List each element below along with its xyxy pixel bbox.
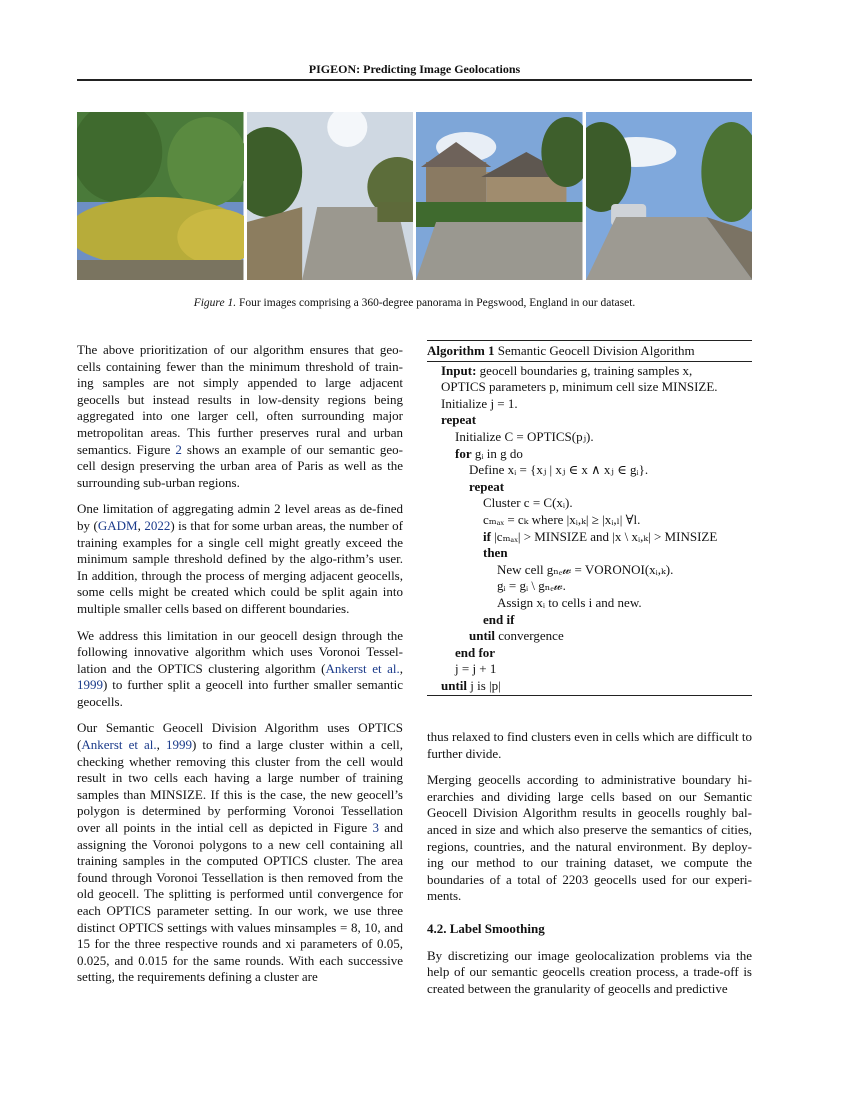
citation-gadm-link[interactable]: GADM [97,517,138,533]
algorithm-keyword: then [483,545,508,561]
algorithm-keyword: repeat [441,412,477,428]
algorithm-text: geocell boundaries g, training samples x, [476,362,693,378]
algorithm-line [427,363,752,380]
algorithm-keyword: end for [455,644,496,660]
caption-label: Figure 1. [193,297,237,309]
figure-panorama [77,112,752,280]
section-heading: 4.2. Label Smoothing [427,920,545,936]
algorithm-keyword: if [483,528,491,544]
algorithm-keyword: for [455,445,472,461]
algorithm-text: OPTICS parameters p, minimum cell size MINSIZE. [441,379,718,395]
algorithm-keyword: until [469,628,496,644]
algorithm-text: Cluster c = C(xᵢ). [483,495,573,511]
algorithm-keyword: Input: [441,362,477,378]
algorithm-keyword: repeat [469,478,505,494]
panorama-image-1 [77,112,244,280]
text: ) to further split a geocell into further smaller semantic geocells. [77,677,403,709]
algorithm-line [427,512,752,529]
algorithm-line [427,612,752,629]
algorithm-title [427,341,752,362]
text: The above prioritization of our algorithm ensures that geo-cells containing fewer than the minimum threshold of train-ing samples are not simply appended to large adjacent geocells but instead results in low-density regions being aggregated into one larger cell, often surrounding major metropolitan areas. This further preserves rural and urban semantics. Figure [77,342,403,457]
algorithm-text: |cₘₐₓ| > MINSIZE and |x \ xᵢ,ₖ| > MINSIZE [490,528,718,544]
text: We address this limitation in our geocell design through the following innovative algorithm which uses Voronoi Tessel-lation and the OPTICS clustering algorithm ( [77,627,403,676]
algorithm-line [427,412,752,429]
citation-ankerst-link[interactable]: Ankerst et al. [81,737,157,753]
algorithm-text: gᵢ in g do [471,445,523,461]
algorithm-keyword: end if [483,611,515,627]
algorithm-text: Assign xᵢ to cells i and new. [497,594,642,610]
algorithm-text: convergence [495,628,564,644]
algorithm-text: Define xᵢ = {xⱼ | xⱼ ∈ x ∧ xⱼ ∈ gᵢ}. [469,462,649,478]
paragraph-1 [77,342,403,491]
algorithm-line [427,429,752,446]
algorithm-text: j is |p| [467,677,501,693]
algorithm-line [427,628,752,645]
algorithm-bottom-rule [427,695,752,696]
figure-3-link[interactable]: 3 [372,820,380,836]
algorithm-line [427,645,752,662]
citation-ankerst-link[interactable]: Ankerst et al. [325,660,400,676]
paragraph-5: thus relaxed to find clusters even in cells which are difficult to further divide. [427,729,752,761]
algorithm-box [427,340,752,696]
algorithm-text: New cell gₙₑ𝓌 = VORONOI(xᵢ,ₖ). [497,561,674,577]
algorithm-keyword: until [441,677,468,693]
paragraph-7: By discretizing our image geolocalization problems via the help of our semantic geocells creation process, a trade-off is created between the granularity of geocells and predictive [427,947,752,996]
algorithm-text: j = j + 1 [455,661,497,677]
algorithm-line [427,661,752,678]
algorithm-line [427,562,752,579]
text: ) to find a large cluster within a cell, checking whether removing this cluster from the cell would result in two cells each having a large number of training samples than MINSIZE. If this is the case, the new geocell’s polygon is determined by performing Voronoi Tessellation over all points in the intial cell as depicted in Figure [77,737,403,836]
paragraph-6: Merging geocells according to administrative boundary hi-erarchies and dividing large cells based on our Semantic Geocell Division Algorithm results in geocells roughly bal-anced in size and which also preserve the semantics of cities, regions, countries, and the natural environment. By deploy-ing our method to our training dataset, we compute the boundaries of a total of 2203 geocells used for our experi-ments. [427,772,752,904]
paragraph-2 [77,501,403,617]
algorithm-name: Semantic Geocell Division Algorithm [497,343,695,358]
algorithm-text: Initialize C = OPTICS(pⱼ). [455,428,594,444]
citation-year-link[interactable]: 1999 [77,677,103,693]
text: One limitation of aggregating admin 2 level areas as de-fined by ( [77,501,403,533]
algorithm-line [427,495,752,512]
text: , [399,660,404,676]
figure-2-link[interactable]: 2 [175,441,182,457]
algorithm-line [427,595,752,612]
citation-year-link[interactable]: 1999 [165,737,192,753]
algorithm-text: gᵢ = gᵢ \ gₙₑ𝓌. [497,578,566,594]
header-rule [77,79,752,81]
text: Our Semantic Geocell Division Algorithm uses OPTICS ( [77,720,403,753]
citation-year-link[interactable]: 2022 [144,517,171,533]
algorithm-line [427,529,752,546]
algorithm-line [427,462,752,479]
text: shows an example of our semantic geo-cell design preserving the urban area of Paris as well as the surrounding sub-urban regions. [77,441,403,490]
algorithm-line [427,479,752,496]
algorithm-label: Algorithm 1 [427,343,495,358]
algorithm-line [427,578,752,595]
text: and assigning the Voronoi polygons to a new cell containing all training samples in the computed OPTICS cluster. The area found through Voronoi Tessellation is then removed from the old geocell. The splitting is performed until convergence for each OPTICS parameter setting. In our work, we use three distinct OPTICS settings with values minsamples = 8, 10, and 15 for the three respective rounds and xi parameters of 0.05, 0.025, and 0.015 for the same rounds. With each successive setting, the requirements defining a cluster are [77,820,403,985]
panorama-image-4 [586,112,753,280]
text: , [137,517,145,533]
text: , [156,737,166,753]
text: ) is that for some urban areas, the number of training examples for a single cell might greatly exceed the minimum sample threshold defined by the algo-rithm’s user. In addition, through the process of merging adjacent geocells, some cells might be created which could be split again into multiple smaller cells based on different boundaries. [77,517,403,616]
algorithm-line [427,379,752,396]
algorithm-text: Initialize j = 1. [441,395,518,411]
algorithm-line [427,545,752,562]
paragraph-4 [77,720,403,986]
running-header: PIGEON: Predicting Image Geolocations [308,62,521,76]
algorithm-lines [427,362,752,695]
caption-text: Four images comprising a 360-degree panorama in Pegswood, England in our dataset. [238,297,636,309]
panorama-image-2 [247,112,414,280]
left-column [77,342,403,996]
algorithm-line [427,396,752,413]
algorithm-line [427,678,752,695]
algorithm-line [427,446,752,463]
right-column [427,729,752,1007]
panorama-image-3 [416,112,583,280]
paragraph-3 [77,628,403,711]
figure-caption [77,297,752,309]
algorithm-text: cₘₐₓ = cₖ where |xᵢ,ₖ| ≥ |xᵢ,ₗ| ∀l. [483,511,641,527]
